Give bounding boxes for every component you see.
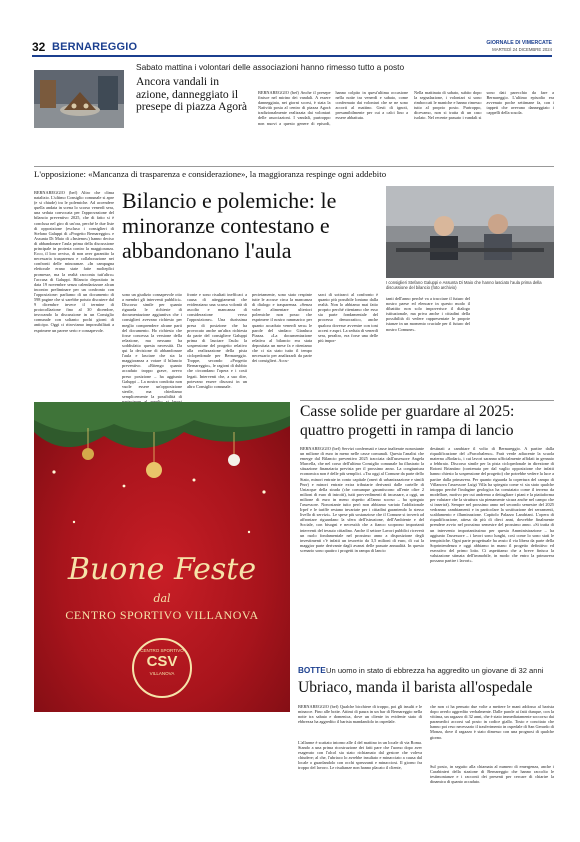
main-article-col6: tanti dell'anno perché va a tracciare il futuro del nostro paese ed elencare in questo modo il dibattito non solo impoverisce il dialogo istituzionale, ma priva anche i cittadini della possibilità di vedere rappresentate le proprie istanze in un momento cruciale per il futuro del nostro Comune».: [386, 296, 470, 332]
nativity-photo-image: [34, 70, 124, 128]
ad-sponsor: CENTRO SPORTIVO VILLANOVA: [65, 608, 259, 622]
main-article-left-col: BERNAREGGIO (bef) Altro che clima natalizio. L'ultimo Consiglio comunale si apre (e si chiude) tra le polemiche. Ad accendere quella andata in scena lo scorso venerdì sera, una seduta convocata per l'approvazione del bilancio preventivo 2025, che di fatto si è conclusa nel giro di un'ora, perché le due liste di opposizione (escluso i consiglieri di Stefano Galuppi di «Progetto Bernareggio» e Assunta Di Maio di «Insieme») hanno deciso di abbandonare l'aula prima della discussione principale in protesta contro la maggioranza. Ecco, il loro avviso, di non aver garantito la necessaria trasparenza e collaborazione nei confronti delle minoranze. «In campagna elettorale erano state fatte molteplici promesse, ma la realtà racconta tutt'altro» l'accusa di Galuppi. Bilancio depositato in data 19 novembre senza calendarizzare alcun incontro preliminare per un confronto con l'opposizione: parliamo di un documento di 598 pagine che si sarebbe potuto discutere dal 9 dicembre invece il termine di protocollazione fino al 30 dicembre, invocando la discussione in un Consiglio comunale con soltanto pochi giorni di anticipo. Oggi ci ritroviamo impossibilitati a esprimere un parere serio e consapevole.: [34, 190, 114, 333]
main-article-headline: Bilancio e polemiche: le minoranze contestano e abbandonano l'aula: [122, 188, 337, 263]
botte-col1: BERNAREGGIO (bef) Qualche bicchiere di troppo, poi gli insulti e le minacce. Fino alle botte. Attimi di paura in un bar di Bernareggio nella notte tra sabato e domenica, dove un cliente in evidente stato di ebbrezza ha aggredito il barista mandandolo in ospedale.: [298, 704, 422, 725]
botte-tag: BOTTE: [298, 666, 326, 675]
botte-col2: L'allarme è scattato intorno alle 4 del mattino in un locale di via Roma. Stando a una prima ricostruzione dei fatti pare che l'uomo dopo aver esagerato con l'alcol sia stato richiamato dal gestore che voleva chiudere; al che, l'ubriaco lo avrebbe insultato e minacciato a causa dal locale o guardandolo con occhi sprezzanti e minacciosi. Il giorno fra troppo del lavoro. Le risultanze non hanno placato il cliente,: [298, 740, 422, 771]
ad-greeting: Buone Feste: [67, 552, 257, 587]
csv-logo-letters: CSV: [146, 653, 178, 670]
botte-col3: che non ci ha pensato due volte a mettere le mani addosso al barista dopo averlo aggredito verbalmente. Dalle parole ai fatti dunque, con la vittima, un ragazzo di 32 anni, che è stato immediatamente soccorso dai paramedici accorsi sul posto in codice giallo. Tosto e concitato che hanno poi reso necessario il trasferimento in ospedale di San Gerardo di Monza, dove il ragazzo è stato dimesso con una prognosi di qualche giorno.: [430, 704, 554, 740]
main-article-col3: fronte e sono risultati inefficaci a causa di atteggiamenti che evidenziano una scarsa volontà di ascolto e mancanza di considerazione verso l'opposizione». Una durissima presa di posizione che ha provocato anche un'altra richiesta da parte del consigliere Galuppi prima di lasciare l'aula: la sospensione del progetto relativo alla realizzazione della pista ciclopedonale per Bernareggio. Troppe, secondo «Progetto Bernareggio», le ragioni di dubbio che circondano l'opera e i costi legati. Interventi che, a suo dire, potevano essere discussi in un altro Consiglio comunale.: [187, 292, 247, 389]
botte-col4: Sul posto, in seguito alla chiamata al numero di emergenza, anche i Carabinieri della stazione di Bernareggio che hanno raccolto le testimonianze e i racconti dei presenti per cercare di chiarire la dinamica di quanto accaduto.: [430, 764, 554, 785]
ad-from: dal: [153, 592, 171, 605]
councillors-photo-caption: I consiglieri Stefano Galuppi e Assunta Di Maio che hanno lasciato l'aula prima della discussione del bilancio (foto archivio): [386, 280, 542, 290]
councillors-photo-image: [386, 186, 554, 278]
issue-date: MARTEDÌ 24 DICEMBRE 2024: [492, 47, 552, 52]
page-number: 32: [32, 40, 46, 54]
works-article-col2: destinati a cambiare il volto di Bernareggio. A partire dalla riqualificazione del «Parcobaleno». Farà verde adiacente la scuola materna «Rodari», i cui lavori saranno ufficialmente affidati in gennaio a febbraio. Discorso simile per la pista ciclopedonale in direzione di Rotoni Briantino (contenuta per dal vaglio opposizione che infatti hanno chiesto la sospensione del progetto) che potrebbe vedere la luce a partire dalla primavera. Per quanto riguarda la copertura del campo di Villanova l'assessore Luigi Villa ha spiegato come vi sia stato qualche intoppo perché l'indagine geologica ha constatato come il terreno da modellare, motivo per cui andremo a dettagliare i piani e la piattaforma per valutare che la struttura sia pienamente sicura anche nel campo che si inserirà). Sempre nel prossimo anno nel secondo semestre del 2025 vedranno cambiamenti e in particolare la sostituzione dei serramenti, scaldamento e illuminazione. Capitolo Palazzo Landriani. L'opera di riqualificazione, attesa da più di dieci anni, dovrebbe finalmente prendere avvio nel prossimo semestre del prossimo anno. «Si tratta di un intervento importantissimo per questa Amministrazione – ha aggiunto l'assessore – i lavori sono lunghi, così come lo sono stati le tempistiche. Ogni parte progettuale ha avuto il via libera da parte della Soprintendenza e oggi abbiamo in mano il progetto definitivo ed esecutivo del primo lotto. Ci aspettiamo che a breve finisca la valutazione stimata dell'immobile, in modo che entro la primavera possano partire i lavori».: [430, 446, 554, 564]
botte-kicker: Un uomo in stato di ebbrezza ha aggredito un giovane di 32 anni: [326, 666, 544, 675]
councillors-photo: [386, 186, 554, 278]
csv-logo: [132, 638, 192, 698]
main-article-col5: sarci di sottrarci al confronto è quanto più possibile lontano dalla realtà. Non lo abbiamo mai fatto proprio perché riteniamo che esso sia parte fondamentale del processo democratico, anche qualora dovesse avvenire con toni accesi e aspri. La seduta di venerdì sera, peraltro, era forse una delle più impor-: [318, 292, 379, 343]
works-article-col1: BERNAREGGIO (bef) Servizi confermati e tasse inalterate nonostante un milione di euro in meno nelle casse comunali. Questa l'analisi che emerge dal Bilancio preventivo 2025 tracciata dall'assessore Angela Marcella, che nel corso dell'ultimo Consiglio comunale ha illustrato la situazione finanziaria prevista per il prossimo anno. La congiuntura economica non è delle più semplici. «Tra oggi al Comune da parte dello Stato, minori entrate in conto capitale (oneri di urbanizzazione e simili Pnrr) e minori entrate extra tributarie derivanti dalle cartelle di Uniacque della strada (che comunque garantiscono all'ente oltre 2 milioni di euro di introiti), tutti provvedimenti di incassare, a oggi, un milione di euro in meno rispetto all'anno scorso – ha spiegato l'assessore. Nonostante tutto però non abbiamo variato l'addizionale Irpef e le tariffe restano invariate per i cittadini garantendo lo stesso livello di servizi». Le spese più sostanziose che il Comune si troverà ad affrontare riguardano la sfera dell'istruzione, dell'Ambiente e del Sociale, con bisogni e necessità che a fianco scoprono importanti interventi del tessuto cittadino. Anche il settore Lavori pubblici riceverà un ruolo fondamentale nel prossimo anno a disposizione degli investimenti c'è infatti un tesoretto da 3,5 milioni di euro, di cui la maggior parte derivante dagli avanzi delle passate annualità. In questo scenario sono quattro i progetti in rampa di lancio: [300, 446, 424, 553]
top-article-col2: Nella mattinata di sabato, subito dopo la segnalazione, i volontari si sono rimboccati le maniche e hanno rimesso tutto al proprio posto. Purtroppo, dicevamo, non si tratta di un caso isolato. Nel recente passato i vandali si sono dati parecchio da fare a Bernareggio. L'ultimo episodio era avvenuto poche settimane fa, con i tappeti che avevano danneggiato i cappelli della scuola.: [414, 90, 554, 121]
main-article-col2: sono un giudizio consapevole otto a membri gli interventi pubblici». Discorso simile per quanto riguarda le richieste di documentazione aggiuntiva che i consiglieri avevano richiesto per meglio comprendere alcune parti del documento. Ho richiesto che fosse concessa la versione della relazione, ma nessuno ha soddisfatto questa necessità. Da qui la decisione di abbandonare l'aula e lasciare che sia la maggioranza a votare il bilancio preventivo. «Ritengo quanto accaduto troppo grave, avevo preso posizione – ha aggiunto Galuppi – La nostra condotta non vuole essere un'opposizione sterile, ma chiediamo semplicemente la possibilità di: [122, 292, 182, 399]
header-rule: [32, 55, 552, 57]
top-article-col1: BERNAREGGIO (bef) Anche il presepe finisce nel mirino dei vandali. A essere danneggiata, nei giorni scorsi, è stata la Natività posta al centro di piazza Agorà tradizionalmente realizzata dai volontari delle associazioni. I vandali, purtroppo non nuovi a questo genere di episodi, hanno colpito in quest'ultima occasione nella notte tra venerdì e sabato, come confermato dai volontari che se ne sono accorti al mattino. Gesti di ignoti, presumibilmente per cui a calci lino a essere abbattuta.: [258, 90, 408, 126]
nativity-photo: [34, 70, 124, 128]
botte-headline: Ubriaco, manda il barista all'ospedale: [298, 679, 533, 696]
works-article-headline: Casse solide per guardare al 2025: quattro progetti in rampa di lancio: [300, 403, 515, 439]
top-article-kicker: Sabato mattina i volontari delle associazioni hanno rimesso tutto a posto: [136, 62, 405, 72]
works-headline-rule: [300, 400, 554, 401]
top-article-headline: Ancora vandali in azione, danneggiato il presepe di piazza Agorà: [136, 75, 248, 114]
page-header: [32, 40, 552, 56]
christmas-ad: [34, 402, 290, 712]
opposition-banner: L'opposizione: «Mancanza di trasparenza e considerazione», la maggioranza respinge ogni addebito: [34, 166, 554, 179]
newspaper-name: GIORNALE DI VIMERCATE: [486, 40, 552, 46]
csv-logo-top-text: CENTRO SPORTIVO: [140, 648, 184, 653]
main-article-col4: pecietamente, sono stato respinte tutte le accuse circa la mancanza di dialogo e trasparenza. «Senza voler alimentare ulteriori polemiche non posso che esprimere il nostro rammarico per quanto accaduto venerdì sera» le parole del sindaco Gianluca Piazza. «La documentazione relativa al bilancio era stata depositata un mese fa e riteniamo che ci sia stato tutto il tempo necessario per analizzarli da parte dei consiglieri. Accu-: [252, 292, 312, 364]
csv-logo-bottom-text: VILLANOVA: [149, 671, 175, 676]
section-name: BERNAREGGIO: [52, 41, 138, 53]
